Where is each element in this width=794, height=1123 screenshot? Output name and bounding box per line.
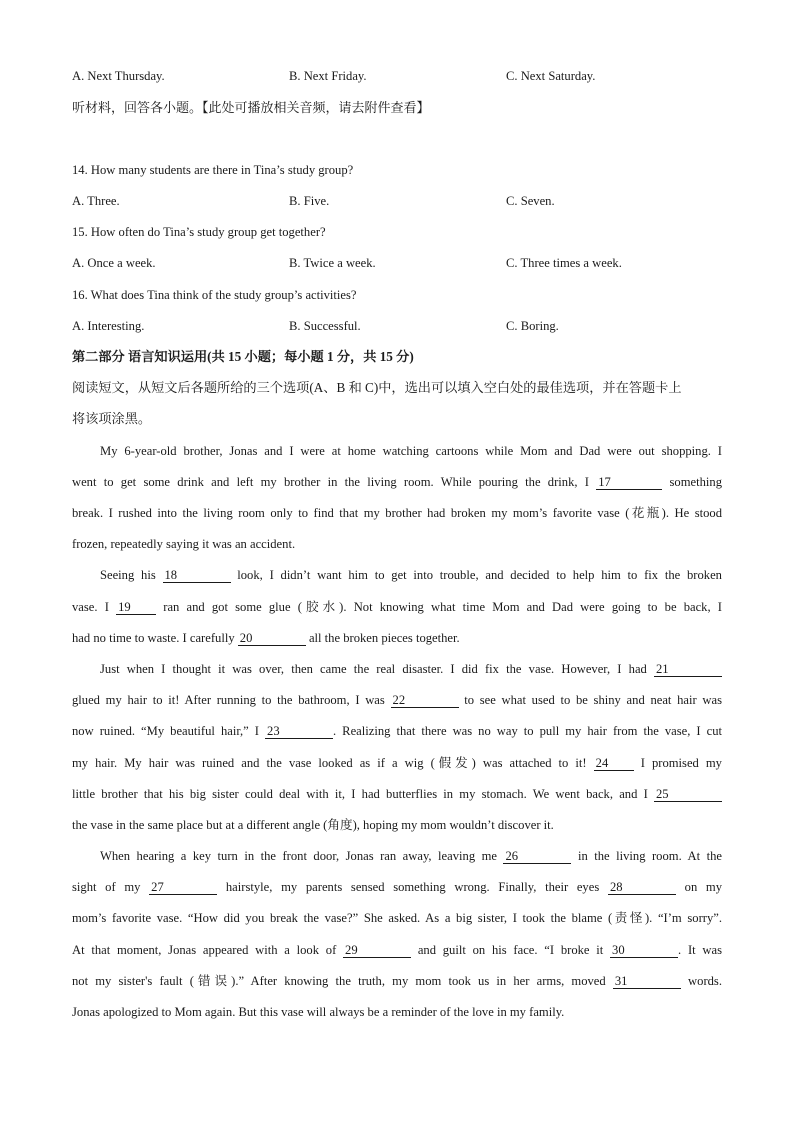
passage-p3-line4: my hair. My hair was ruined and the vase looked as if a wig (假发) was attached to it! 24 I promised my <box>72 756 722 770</box>
q13-option-c: C. Next Saturday. <box>506 69 596 83</box>
passage-p2-line3: had no time to waste. I carefully 20 all the broken pieces together. <box>72 631 460 645</box>
passage-p3-line6: the vase in the same place but at a different angle (角度), hoping my mom wouldn’t discover it. <box>72 818 554 832</box>
blank-21: 21 <box>654 662 722 677</box>
part2-heading: 第二部分 语言知识运用(共 15 小题；每小题 1 分，共 15 分) <box>72 349 414 364</box>
passage-p2-line1: Seeing his 18 look, I didn’t want him to get into trouble, and decided to help him to fix the broken <box>100 568 722 582</box>
blank-23: 23 <box>265 724 333 739</box>
blank-29: 29 <box>343 943 411 958</box>
passage-p1-line3: break. I rushed into the living room only to find that my brother had broken my mom’s favorite vase (花瓶). He stood <box>72 506 722 520</box>
q15-option-a: A. Once a week. <box>72 256 156 270</box>
passage-p2-line2: vase. I 19 ran and got some glue (胶水). Not knowing what time Mom and Dad were going to be back, I <box>72 600 722 614</box>
passage-p3-line3: now ruined. “My beautiful hair,” I 23 . Realizing that there was no way to pull my hair from the vase, I cut <box>72 724 722 738</box>
passage-p1-line1: My 6-year-old brother, Jonas and I were at home watching cartoons while Mom and Dad were out shopping. I <box>100 444 722 458</box>
q14-option-c: C. Seven. <box>506 194 555 208</box>
question-14-stem: 14. How many students are there in Tina’s study group? <box>72 163 354 177</box>
blank-20: 20 <box>238 631 306 646</box>
blank-28: 28 <box>608 880 676 895</box>
blank-19: 19 <box>116 600 156 615</box>
listening-instruction: 听材料，回答各小题。【此处可播放相关音频，请去附件查看】 <box>72 100 430 115</box>
passage-p3-line5: little brother that his big sister could deal with it, I had butterflies in my stomach. We went back, and I 25 <box>72 786 722 802</box>
passage-p3-line1: Just when I thought it was over, then came the real disaster. I did fix the vase. However, I had 21 <box>100 661 722 677</box>
passage-p4-line6: Jonas apologized to Mom again. But this vase will always be a reminder of the love in my family. <box>72 1005 565 1019</box>
blank-17: 17 <box>596 475 662 490</box>
passage-p4-line4: At that moment, Jonas appeared with a look of 29 and guilt on his face. “I broke it 30 . It was <box>72 943 722 957</box>
q13-option-b: B. Next Friday. <box>289 69 367 83</box>
blank-27: 27 <box>149 880 217 895</box>
passage-p4-line1: When hearing a key turn in the front door, Jonas ran away, leaving me 26 in the living room. At the <box>100 849 722 863</box>
blank-25: 25 <box>654 787 722 802</box>
part2-instruction-line2: 将该项涂黑。 <box>72 411 152 426</box>
part2-instruction-line1: 阅读短文，从短文后各题所给的三个选项(A、B 和 C)中，选出可以填入空白处的最佳选项，并在答题卡上 <box>72 380 682 395</box>
passage-p4-line5: not my sister's fault (错误).” After knowing the truth, my mom took us in her arms, moved 31 words. <box>72 974 722 988</box>
q16-option-a: A. Interesting. <box>72 319 145 333</box>
blank-26: 26 <box>503 849 571 864</box>
q14-option-a: A. Three. <box>72 194 120 208</box>
q15-option-b: B. Twice a week. <box>289 256 376 270</box>
blank-18: 18 <box>163 568 231 583</box>
q14-option-b: B. Five. <box>289 194 330 208</box>
passage-p4-line2: sight of my 27 hairstyle, my parents sensed something wrong. Finally, their eyes 28 on my <box>72 880 723 894</box>
q15-option-c: C. Three times a week. <box>506 256 622 270</box>
blank-30: 30 <box>610 943 678 958</box>
blank-22: 22 <box>391 693 459 708</box>
passage-p4-line3: mom’s favorite vase. “How did you break the vase?” She asked. As a big sister, I took the blame (责怪). “I’m sorry”. <box>72 911 722 925</box>
question-15-stem: 15. How often do Tina’s study group get together? <box>72 225 326 239</box>
passage-p1-line4: frozen, repeatedly saying it was an accident. <box>72 537 296 551</box>
q16-option-b: B. Successful. <box>289 319 361 333</box>
q16-option-c: C. Boring. <box>506 319 559 333</box>
passage-p1-line2: went to get some drink and left my brother in the living room. While pouring the drink, I 17 something <box>72 475 722 489</box>
blank-31: 31 <box>613 974 681 989</box>
q13-option-a: A. Next Thursday. <box>72 69 165 83</box>
question-16-stem: 16. What does Tina think of the study group’s activities? <box>72 288 357 302</box>
passage-p3-line2: glued my hair to it! After running to the bathroom, I was 22 to see what used to be shiny and neat hair was <box>72 693 722 707</box>
blank-24: 24 <box>594 756 634 771</box>
